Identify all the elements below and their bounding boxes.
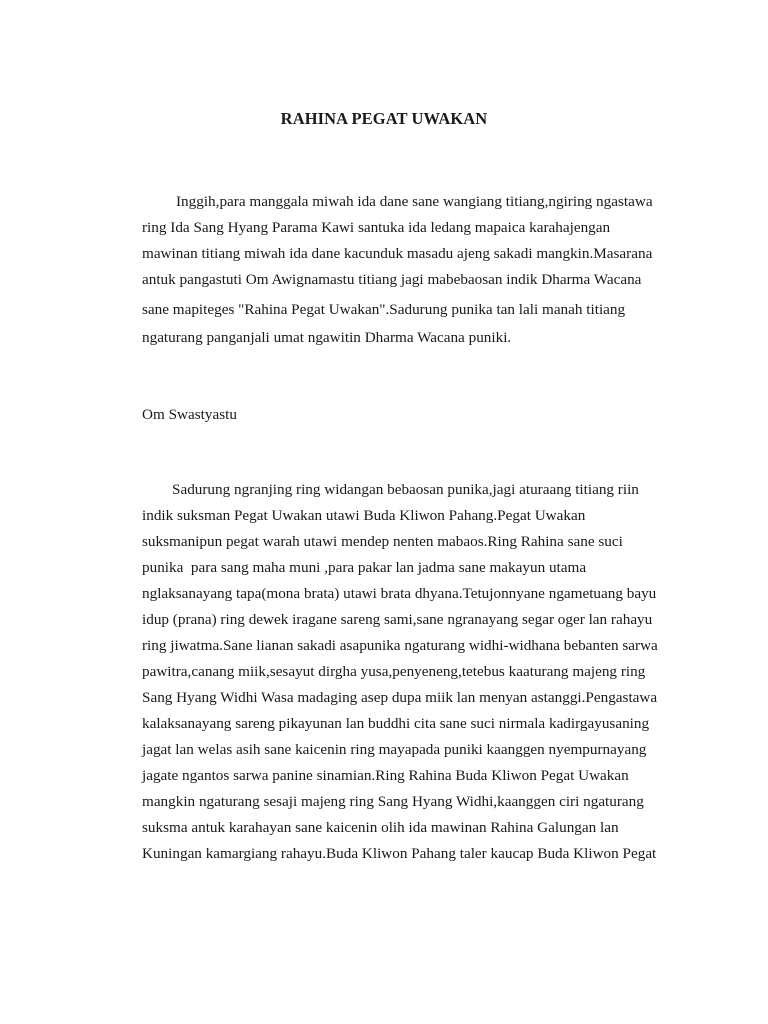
text-line: suksmanipun pegat warah utawi mendep nenten mabaos.Ring Rahina sane suci <box>142 533 623 550</box>
text-line: suksma antuk karahayan sane kaicenin olih ida mawinan Rahina Galungan lan <box>142 819 619 836</box>
text-line: mawinan titiang miwah ida dane kacunduk masadu ajeng sakadi mangkin.Masarana <box>142 245 653 262</box>
greeting: Om Swastyastu <box>142 406 237 423</box>
text-line: Inggih,para manggala miwah ida dane sane wangiang titiang,ngiring ngastawa <box>176 193 653 210</box>
text-line: sane mapiteges "Rahina Pegat Uwakan".Sadurung punika tan lali manah titiang <box>142 301 626 318</box>
text-line: kalaksanayang sareng pikayunan lan buddhi cita sane suci nirmala kadirgayusaning <box>142 715 650 732</box>
text-line: punika para sang maha muni ,para pakar lan jadma sane makayun utama <box>142 559 587 576</box>
text-line: Sang Hyang Widhi Wasa madaging asep dupa miik lan menyan astanggi.Pengastawa <box>142 689 658 706</box>
text-line: idup (prana) ring dewek iragane sareng sami,sane ngranayang segar oger lan rahayu <box>142 611 653 628</box>
text-line: jagat lan welas asih sane kaicenin ring mayapada puniki kaanggen nyempurnayang <box>142 741 647 758</box>
text-line: ring Ida Sang Hyang Parama Kawi santuka ida ledang mapaica karahajengan <box>142 219 611 236</box>
text-line: antuk pangastuti Om Awignamastu titiang jagi mabebaosan indik Dharma Wacana <box>142 271 642 288</box>
text-line: pawitra,canang miik,sesayut dirgha yusa,penyeneng,tetebus kaaturang majeng ring <box>142 663 646 680</box>
text-line: mangkin ngaturang sesaji majeng ring Sang Hyang Widhi,kaanggen ciri ngaturang <box>142 793 644 810</box>
text-line: Sadurung ngranjing ring widangan bebaosan punika,jagi aturaang titiang riin <box>172 481 639 498</box>
text-line: ngaturang panganjali umat ngawitin Dharma Wacana puniki. <box>142 329 512 346</box>
text-line: ring jiwatma.Sane lianan sakadi asapunika ngaturang widhi-widhana bebanten sarwa <box>142 637 658 654</box>
document-title: RAHINA PEGAT UWAKAN <box>280 109 488 128</box>
text-line: indik suksman Pegat Uwakan utawi Buda Kliwon Pahang.Pegat Uwakan <box>142 507 586 524</box>
text-line: Kuningan kamargiang rahayu.Buda Kliwon Pahang taler kaucap Buda Kliwon Pegat <box>142 845 657 862</box>
text-line: jagate ngantos sarwa panine sinamian.Ring Rahina Buda Kliwon Pegat Uwakan <box>142 767 629 784</box>
text-line: nglaksanayang tapa(mona brata) utawi brata dhyana.Tetujonnyane ngametuang bayu <box>142 585 657 602</box>
